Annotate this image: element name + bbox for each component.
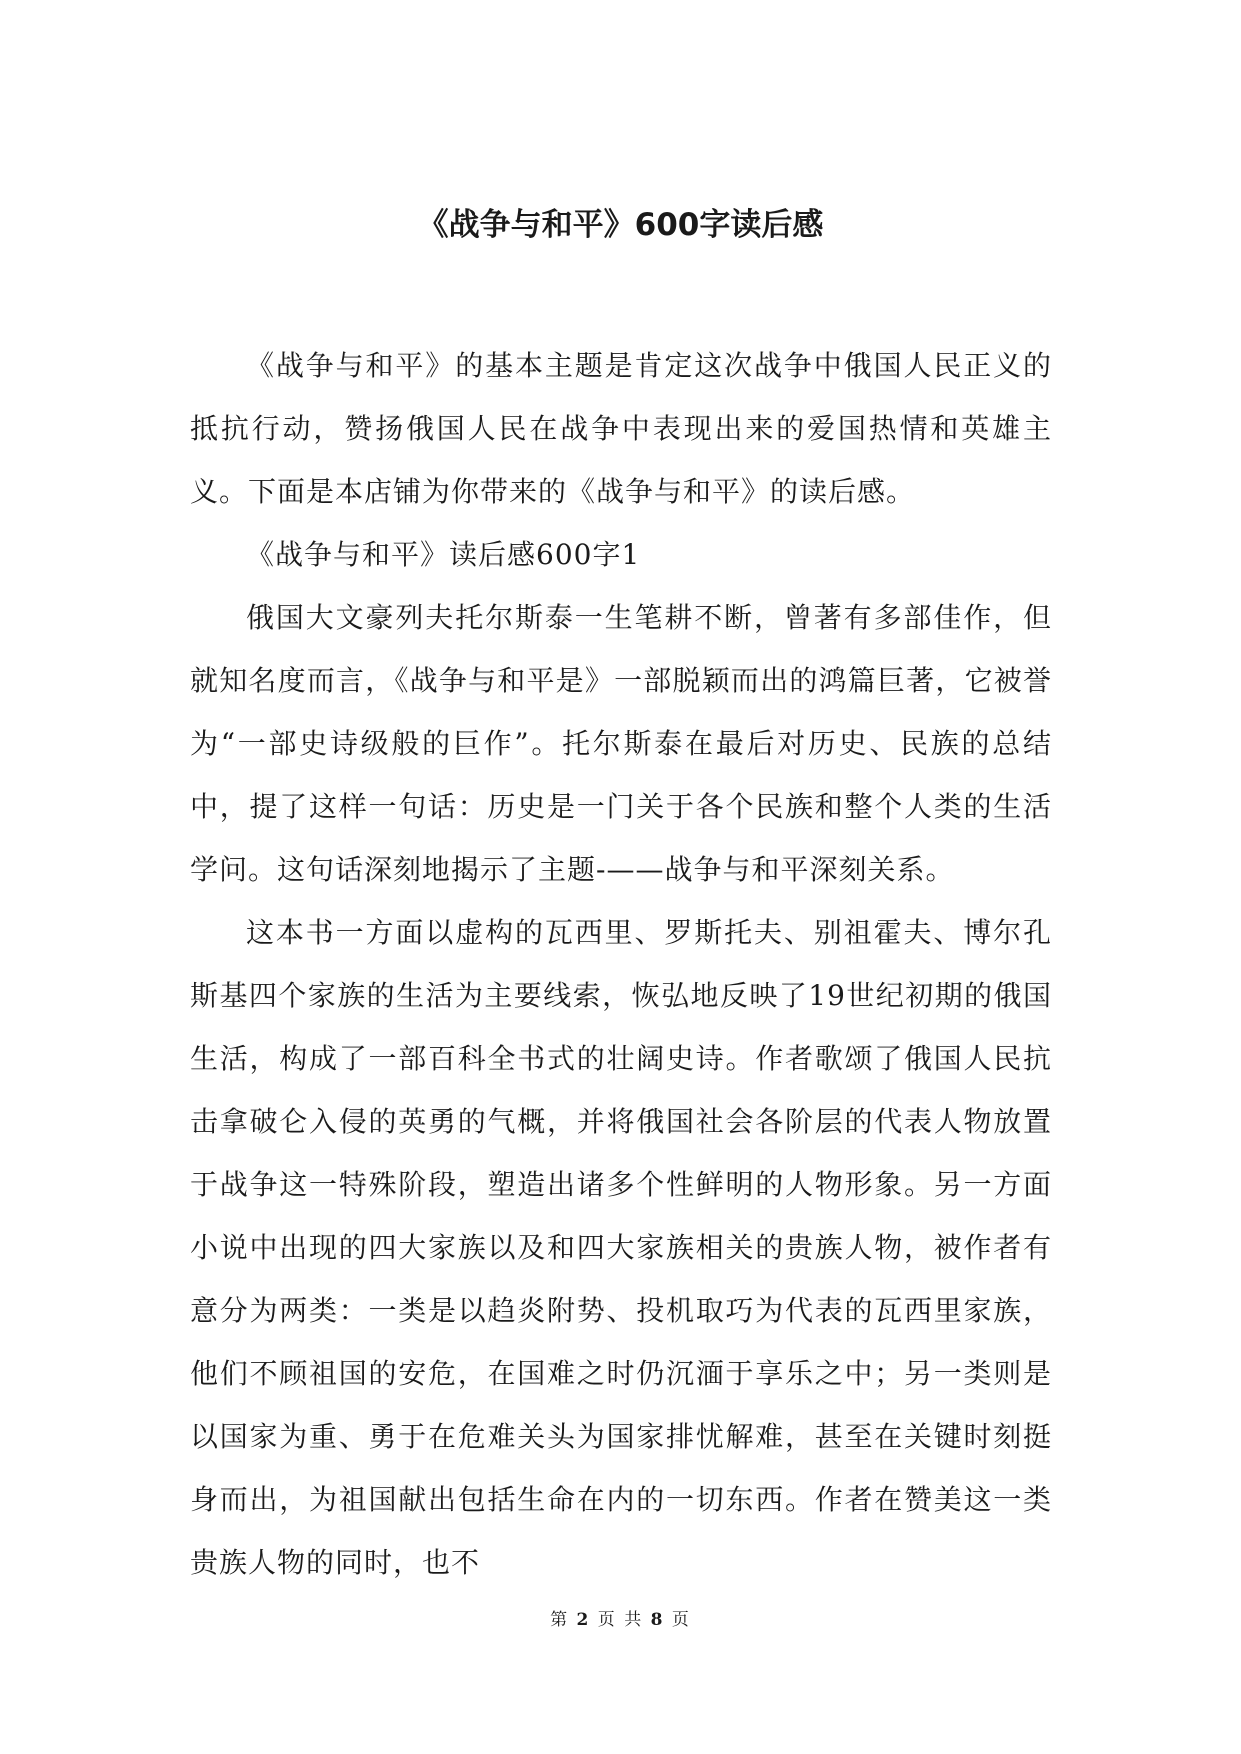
intro-paragraph: 《战争与和平》的基本主题是肯定这次战争中俄国人民正义的抵抗行动，赞扬俄国人民在战争中表现出来的爱国热情和英雄主义。下面是本店铺为你带来的《战争与和平》的读后感。 bbox=[190, 349, 1052, 508]
document-title: 《战争与和平》600字读后感 bbox=[417, 207, 824, 243]
footer-suffix: 页 bbox=[671, 1610, 691, 1630]
page-number-footer bbox=[0, 1608, 1241, 1632]
section-heading: 《战争与和平》读后感600字1 bbox=[246, 538, 641, 571]
document-body bbox=[190, 334, 1052, 1594]
body-paragraph: 俄国大文豪列夫托尔斯泰一生笔耕不断，曾著有多部佳作，但就知名度而言，《战争与和平是》一部脱颖而出的鸿篇巨著，它被誉为“一部史诗级般的巨作”。托尔斯泰在最后对历史、民族的总结中，提了这样一句话：历史是一门关于各个民族和整个人类的生活学问。这句话深刻地揭示了主题-——战争与和平深刻关系。 bbox=[190, 601, 1052, 886]
footer-prefix: 第 bbox=[550, 1610, 570, 1630]
current-page-number: 2 bbox=[576, 1610, 591, 1630]
total-page-count: 8 bbox=[650, 1610, 665, 1630]
body-paragraph: 这本书一方面以虚构的瓦西里、罗斯托夫、别祖霍夫、博尔孔斯基四个家族的生活为主要线索，恢弘地反映了19世纪初期的俄国生活，构成了一部百科全书式的壮阔史诗。作者歌颂了俄国人民抗击拿破仑入侵的英勇的气概，并将俄国社会各阶层的代表人物放置于战争这一特殊阶段，塑造出诸多个性鲜明的人物形象。另一方面小说中出现的四大家族以及和四大家族相关的贵族人物，被作者有意分为两类：一类是以趋炎附势、投机取巧为代表的瓦西里家族，他们不顾祖国的安危，在国难之时仍沉湎于享乐之中；另一类则是以国家为重、勇于在危难关头为国家排忧解难，甚至在关键时刻挺身而出，为祖国献出包括生命在内的一切东西。作者在赞美这一类贵族人物的同时，也不 bbox=[190, 916, 1052, 1579]
footer-middle: 页 共 bbox=[597, 1610, 644, 1630]
